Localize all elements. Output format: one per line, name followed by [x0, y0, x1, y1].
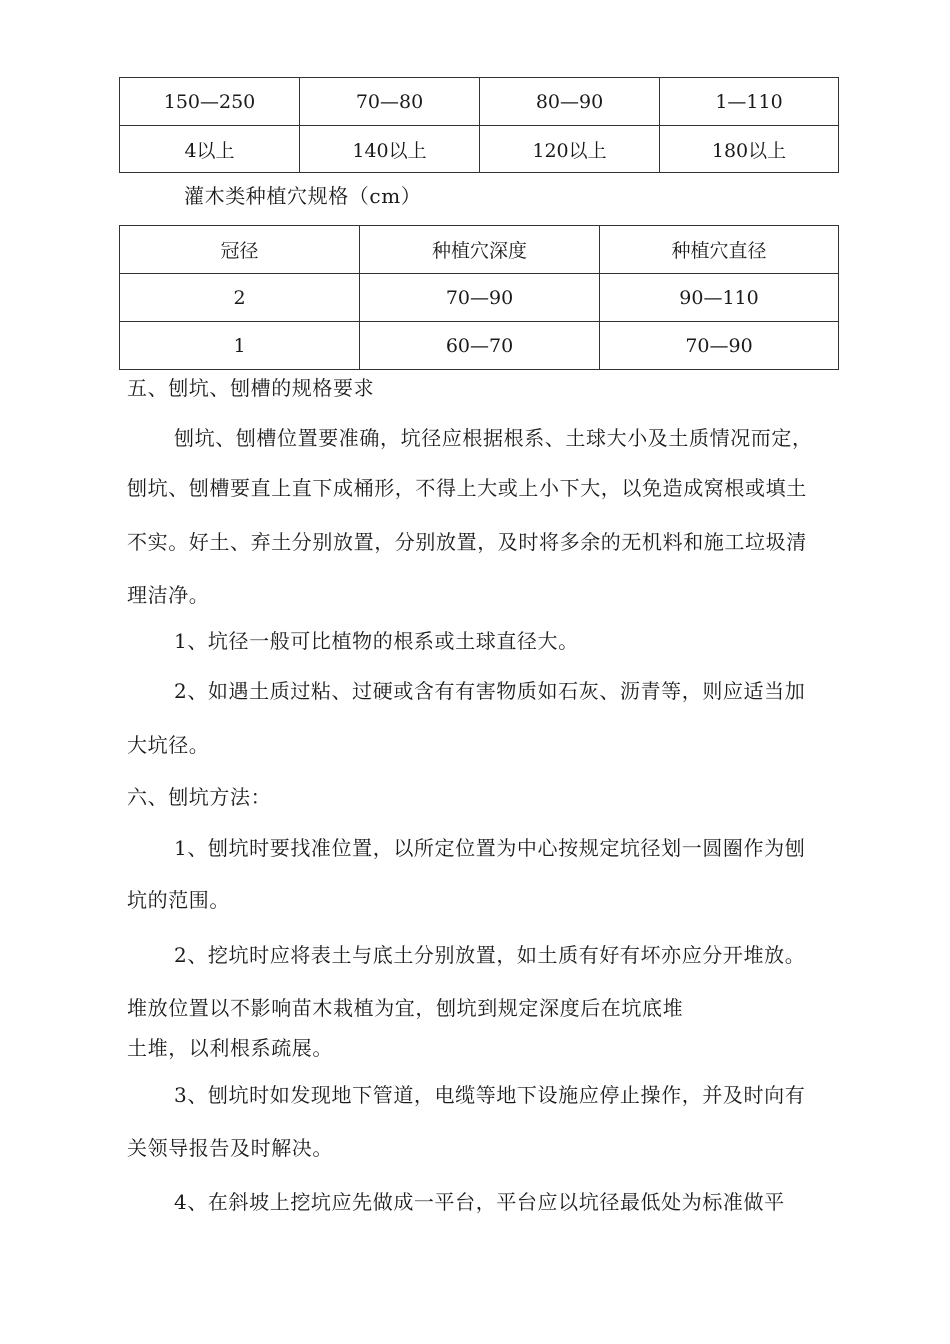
- section-heading: 五、刨坑、刨槽的规格要求: [127, 376, 375, 400]
- table-cell: 140以上: [300, 126, 480, 173]
- table-cell: 70—90: [600, 322, 839, 370]
- list-item: 3、刨坑时如发现地下管道，电缆等地下设施应停止操作，并及时向有: [174, 1083, 806, 1107]
- table-row: [120, 126, 839, 173]
- table-cell: 70—80: [300, 78, 480, 126]
- tree-spec-table: [119, 77, 839, 173]
- paragraph-line: 关领导报告及时解决。: [127, 1136, 333, 1160]
- section-heading: 六、刨坑方法：: [127, 785, 272, 809]
- table-header-row: [120, 226, 839, 274]
- table-cell: 180以上: [660, 126, 839, 173]
- shrub-spec-table: [119, 225, 839, 370]
- table-row: [120, 78, 839, 126]
- paragraph-line: 坑的范围。: [127, 888, 230, 912]
- table-row: [120, 274, 839, 322]
- table-header-cell: 种植穴直径: [600, 226, 839, 274]
- table-cell: 80—90: [480, 78, 660, 126]
- paragraph-line: 堆放位置以不影响苗木栽植为宜，刨坑到规定深度后在坑底堆: [127, 996, 684, 1020]
- table-cell: 70—90: [360, 274, 600, 322]
- table-cell: 120以上: [480, 126, 660, 173]
- table-cell: 2: [120, 274, 360, 322]
- paragraph-line: 刨坑、刨槽位置要准确，坑径应根据根系、土球大小及土质情况而定，: [174, 426, 813, 450]
- list-item: 1、刨坑时要找准位置，以所定位置为中心按规定坑径划一圆圈作为刨: [174, 836, 806, 860]
- table-row: [120, 322, 839, 370]
- paragraph-line: 大坑径。: [127, 733, 210, 757]
- list-item: 2、挖坑时应将表土与底土分别放置，如土质有好有坏亦应分开堆放。: [174, 943, 806, 967]
- paragraph-line: 土堆，以利根系疏展。: [127, 1036, 333, 1060]
- table-cell: 1: [120, 322, 360, 370]
- table-cell: 60—70: [360, 322, 600, 370]
- table-cell: 4以上: [120, 126, 300, 173]
- table-caption: 灌木类种植穴规格（cm）: [184, 184, 422, 208]
- table-header-cell: 种植穴深度: [360, 226, 600, 274]
- list-item: 4、在斜坡上挖坑应先做成一平台，平台应以坑径最低处为标准做平: [174, 1190, 785, 1214]
- table-header-cell: 冠径: [120, 226, 360, 274]
- paragraph-line: 理洁净。: [127, 583, 210, 607]
- paragraph-line: 不实。好土、弃土分别放置，分别放置，及时将多余的无机料和施工垃圾清: [127, 530, 807, 554]
- paragraph-line: 刨坑、刨槽要直上直下成桶形，不得上大或上小下大，以免造成窝根或填土: [127, 476, 807, 500]
- list-item: 1、坑径一般可比植物的根系或土球直径大。: [174, 629, 579, 653]
- list-item: 2、如遇土质过粘、过硬或含有有害物质如石灰、沥青等，则应适当加: [174, 679, 806, 703]
- table-cell: 90—110: [600, 274, 839, 322]
- table-cell: 150—250: [120, 78, 300, 126]
- table-cell: 1—110: [660, 78, 839, 126]
